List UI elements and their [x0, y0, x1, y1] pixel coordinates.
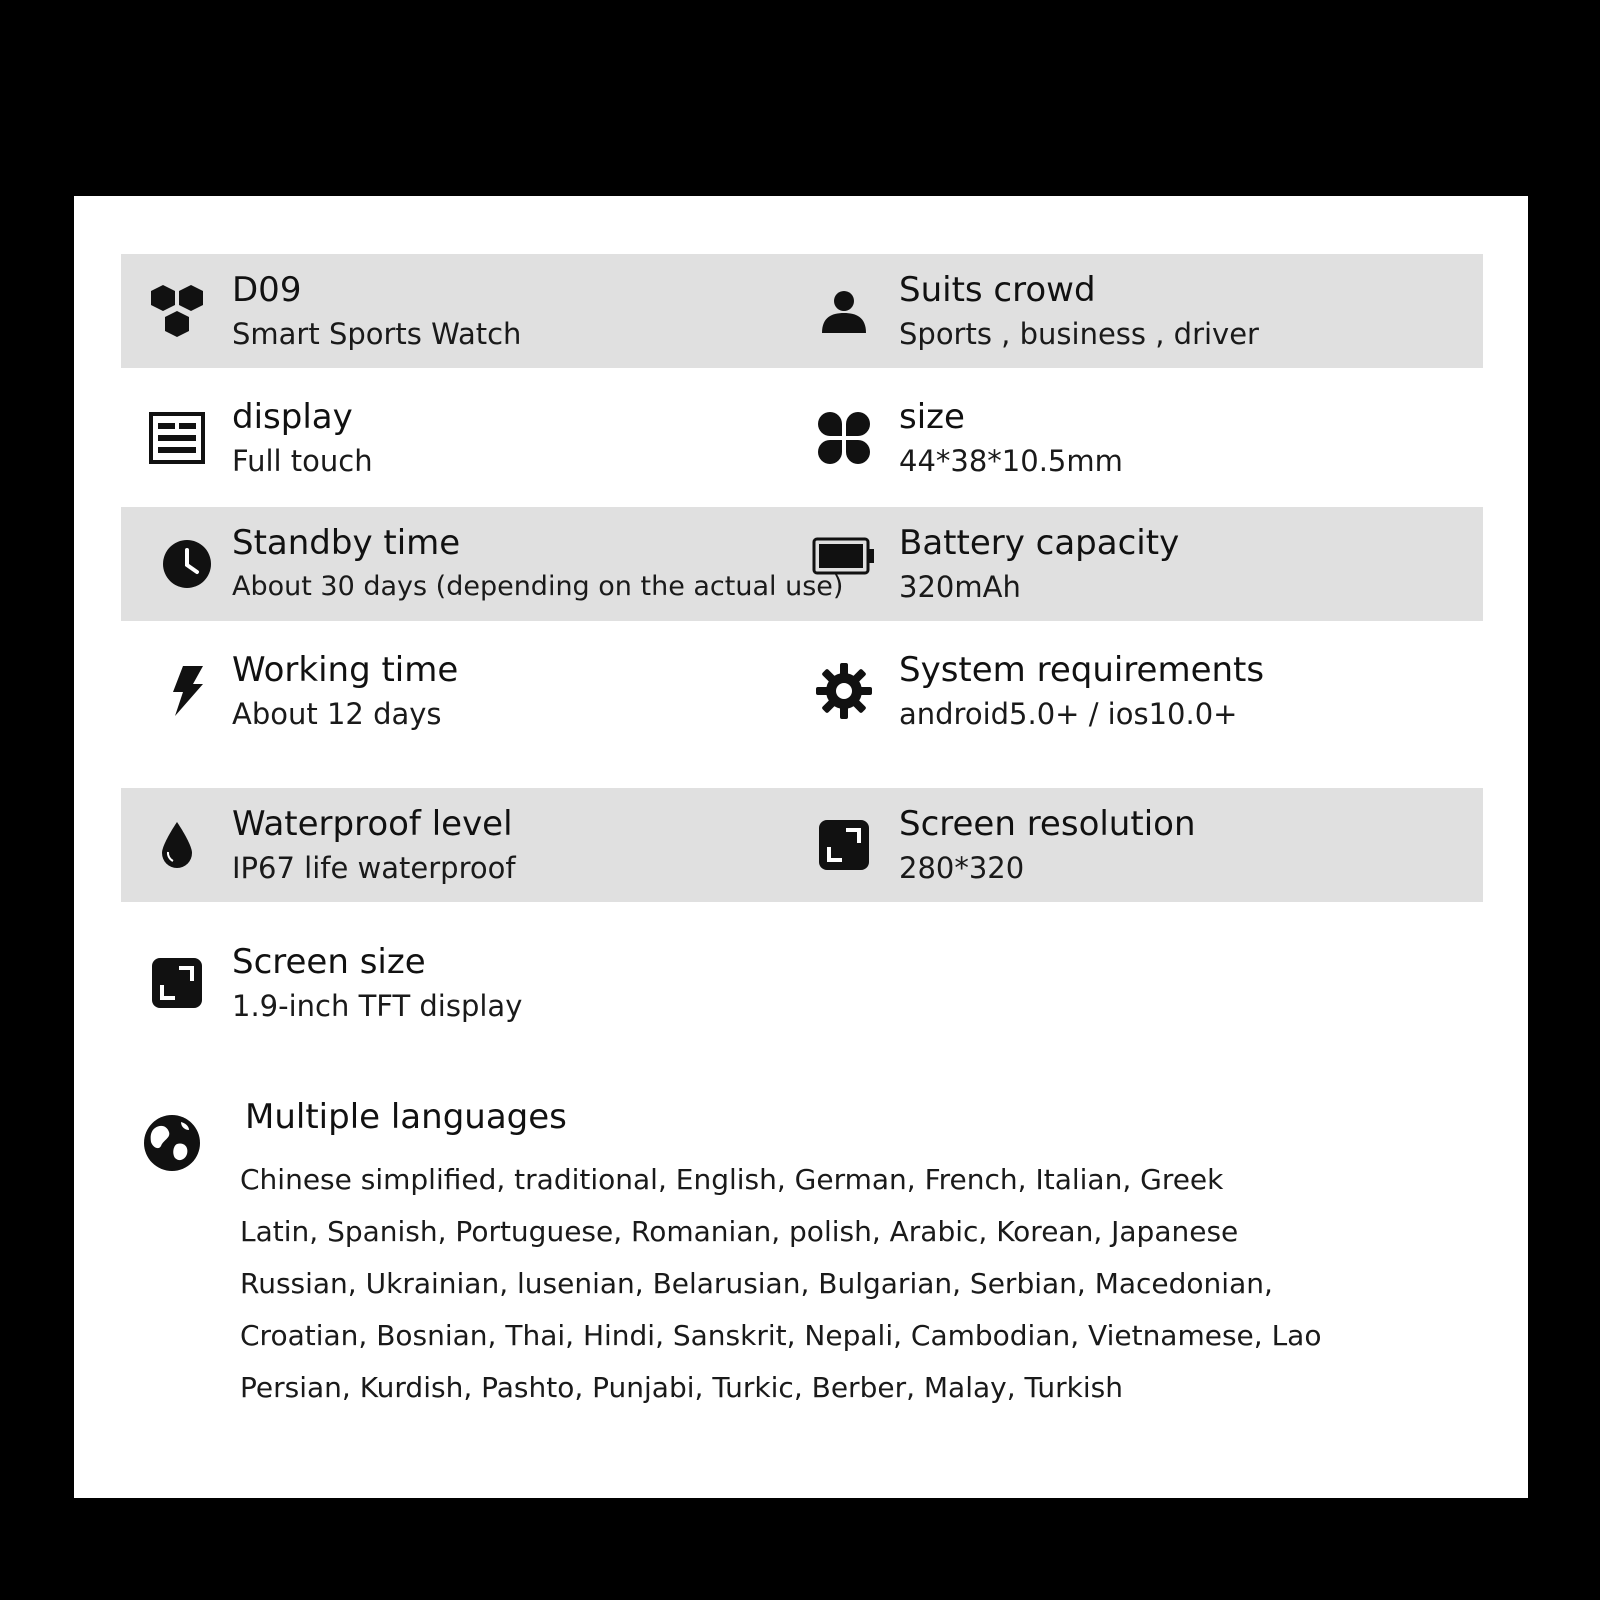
languages-line: Croatian, Bosnian, Thai, Hindi, Sanskrit, Nepali, Cambodian, Vietnamese, Lao	[240, 1319, 1322, 1352]
spec-size	[812, 381, 1452, 495]
spec-title: D09	[232, 270, 302, 310]
spec-title: display	[232, 397, 353, 437]
spec-screen-size	[145, 926, 785, 1040]
languages-line: Chinese simplified, traditional, English, German, French, Italian, Greek	[240, 1163, 1224, 1196]
clock-icon	[155, 507, 219, 621]
spec-value: 320mAh	[899, 570, 1021, 604]
spec-title: System requirements	[899, 650, 1265, 690]
languages-title: Multiple languages	[245, 1097, 567, 1137]
languages-line: Persian, Kurdish, Pashto, Punjabi, Turkic, Berber, Malay, Turkish	[240, 1371, 1123, 1404]
spec-system-requirements	[812, 634, 1452, 748]
spec-waterproof-level	[145, 788, 785, 902]
spec-value: Smart Sports Watch	[232, 317, 522, 351]
spec-value: About 12 days	[232, 697, 442, 731]
gear-icon	[812, 634, 876, 748]
languages-line: Latin, Spanish, Portuguese, Romanian, polish, Arabic, Korean, Japanese	[240, 1215, 1239, 1248]
size-icon	[812, 381, 876, 495]
expand-icon	[145, 926, 209, 1040]
spec-value: About 30 days (depending on the actual use)	[232, 571, 844, 602]
spec-title: Standby time	[232, 523, 461, 563]
spec-value: 1.9-inch TFT display	[232, 989, 523, 1023]
spec-value: 280*320	[899, 851, 1025, 885]
display-icon	[145, 381, 209, 495]
spec-value: Full touch	[232, 444, 373, 478]
spec-title: Working time	[232, 650, 459, 690]
spec-display	[145, 381, 785, 495]
spec-title: size	[899, 397, 965, 437]
globe-icon	[143, 1114, 201, 1172]
languages-line: Russian, Ukrainian, lusenian, Belarusian, Bulgarian, Serbian, Macedonian,	[240, 1267, 1273, 1300]
spec-battery-capacity	[812, 507, 1452, 621]
spec-value: Sports , business , driver	[899, 317, 1259, 351]
cubes-icon	[145, 254, 209, 368]
spec-suits-crowd	[812, 254, 1452, 368]
spec-value: android5.0+ / ios10.0+	[899, 697, 1238, 731]
spec-title: Screen size	[232, 942, 426, 982]
spec-title: Screen resolution	[899, 804, 1196, 844]
battery-icon	[812, 499, 876, 613]
person-icon	[812, 254, 876, 368]
spec-title: Waterproof level	[232, 804, 513, 844]
spec-screen-resolution	[812, 788, 1452, 902]
water-drop-icon	[145, 788, 209, 902]
spec-model	[145, 254, 785, 368]
spec-title: Suits crowd	[899, 270, 1096, 310]
spec-working-time	[145, 634, 785, 748]
spec-value: 44*38*10.5mm	[899, 444, 1123, 478]
lightning-icon	[155, 634, 219, 748]
spec-sheet	[74, 196, 1528, 1498]
spec-title: Battery capacity	[899, 523, 1180, 563]
expand-icon	[812, 788, 876, 902]
spec-standby-time	[145, 507, 844, 621]
spec-value: IP67 life waterproof	[232, 851, 516, 885]
languages-list	[240, 1154, 1440, 1414]
